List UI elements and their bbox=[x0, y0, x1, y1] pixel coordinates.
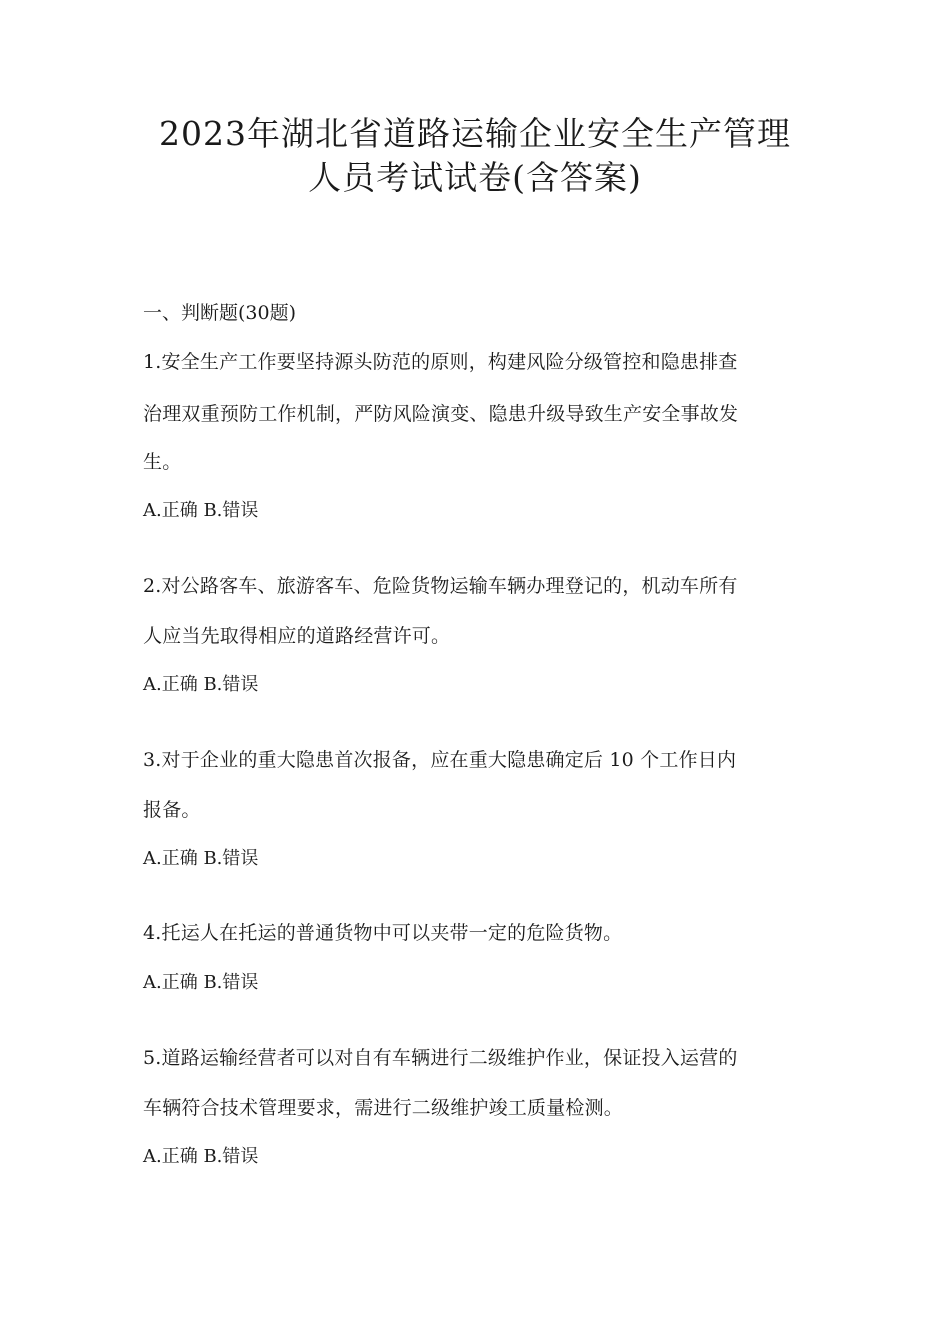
document-title-line-1: 2023年湖北省道路运输企业安全生产管理 bbox=[159, 114, 791, 153]
question-5-line-2: 车辆符合技术管理要求，需进行二级维护竣工质量检测。 bbox=[143, 1097, 624, 1119]
question-4-line-1: 4.托运人在托运的普通货物中可以夹带一定的危险货物。 bbox=[143, 922, 623, 944]
question-3-options: A.正确 B.错误 bbox=[143, 848, 259, 869]
question-5-options: A.正确 B.错误 bbox=[143, 1146, 259, 1167]
question-2-line-2: 人应当先取得相应的道路经营许可。 bbox=[143, 625, 451, 647]
question-2-options: A.正确 B.错误 bbox=[143, 674, 259, 695]
question-1-line-3: 生。 bbox=[143, 451, 182, 473]
question-1-line-1: 1.安全生产工作要坚持源头防范的原则，构建风险分级管控和隐患排查 bbox=[143, 351, 738, 373]
question-3-line-2: 报备。 bbox=[143, 799, 201, 821]
question-1-line-2: 治理双重预防工作机制，严防风险演变、隐患升级导致生产安全事故发 bbox=[143, 403, 739, 425]
section-heading: 一、判断题(30题) bbox=[143, 302, 297, 324]
question-5-line-1: 5.道路运输经营者可以对自有车辆进行二级维护作业，保证投入运营的 bbox=[143, 1047, 738, 1069]
document-title-line-2: 人员考试试卷(含答案) bbox=[308, 158, 642, 197]
question-1-options: A.正确 B.错误 bbox=[143, 500, 259, 521]
question-2-line-1: 2.对公路客车、旅游客车、危险货物运输车辆办理登记的，机动车所有 bbox=[143, 575, 738, 597]
question-4-options: A.正确 B.错误 bbox=[143, 972, 259, 993]
question-3-line-1: 3.对于企业的重大隐患首次报备，应在重大隐患确定后 10 个工作日内 bbox=[143, 749, 737, 771]
